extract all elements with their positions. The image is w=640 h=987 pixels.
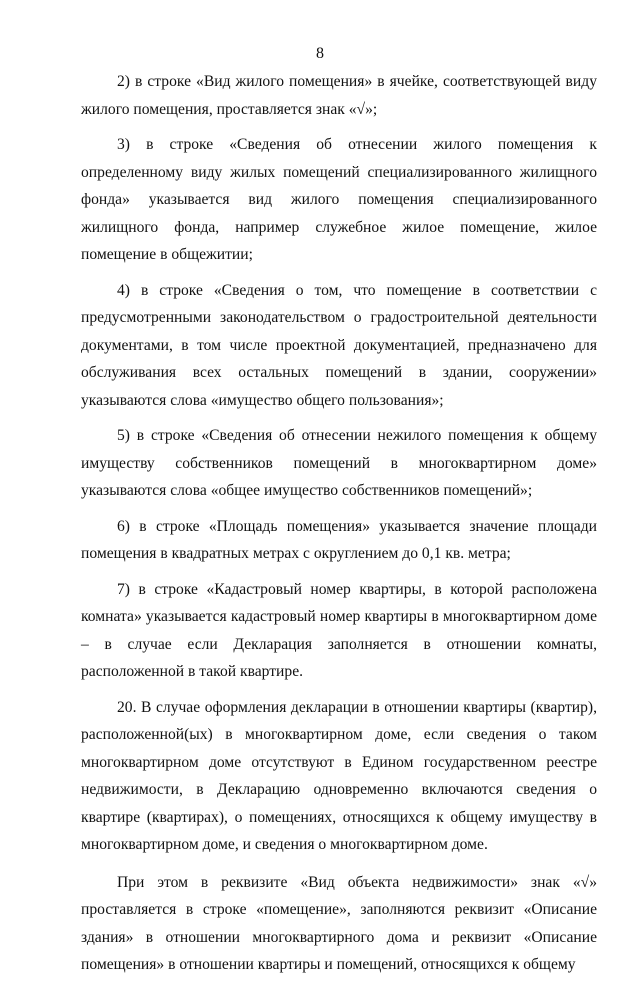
paragraph-item-4: 4) в строке «Сведения о том, что помещение в соответствии с предусмотренными законодательством о градостроительной деятельности документами, в том числе проектной документацией, предназначено для обслуживания всех остальных помещений в здании, сооружении» указываются слова «имущество общего пользования»; — [81, 281, 597, 409]
paragraph-item-6: 6) в строке «Площадь помещения» указывается значение площади помещения в квадратных метрах с округлением до 0,1 кв. метра; — [81, 517, 597, 562]
paragraph-continuation: При этом в реквизите «Вид объекта недвижимости» знак «√» проставляется в строке «помещение», заполняются реквизит «Описание здания» в отношении многоквартирного дома и реквизит «Описание помещения» в отношении квартиры и помещений, относящихся к общему — [81, 873, 597, 973]
paragraph-item-5: 5) в строке «Сведения об отнесении нежилого помещения к общему имуществу собственников помещений в многоквартирном доме» указываются слова «общее имущество собственников помещений»; — [81, 427, 597, 499]
paragraph-item-3: 3) в строке «Сведения об отнесении жилого помещения к определенному виду жилых помещений специализированного жилищного фонда» указывается вид жилого помещения специализированного жилищного фонда, например служебное жилое помещение, жилое помещение в общежитии; — [81, 136, 597, 263]
page-number: 8 — [316, 45, 324, 62]
paragraph-item-2: 2) в строке «Вид жилого помещения» в ячейке, соответствующей виду жилого помещения, проставляется знак «√»; — [81, 73, 597, 118]
paragraph-clause-20: 20. В случае оформления декларации в отношении квартиры (квартир), расположенной(ых) в многоквартирном доме, если сведения о таком многоквартирном доме отсутствуют в Едином государственном реестре недвижимости, в Декларацию одновременно включаются сведения о квартире (квартирах), о помещениях, относящихся к общему имуществу в многоквартирном доме, и сведения о многоквартирном доме. — [81, 698, 597, 853]
paragraph-item-7: 7) в строке «Кадастровый номер квартиры, в которой расположена комната» указывается кадастровый номер квартиры в многоквартирном доме – в случае если Декларация заполняется в отношении комнаты, расположенной в такой квартире. — [81, 580, 597, 680]
document-body — [81, 68, 597, 987]
